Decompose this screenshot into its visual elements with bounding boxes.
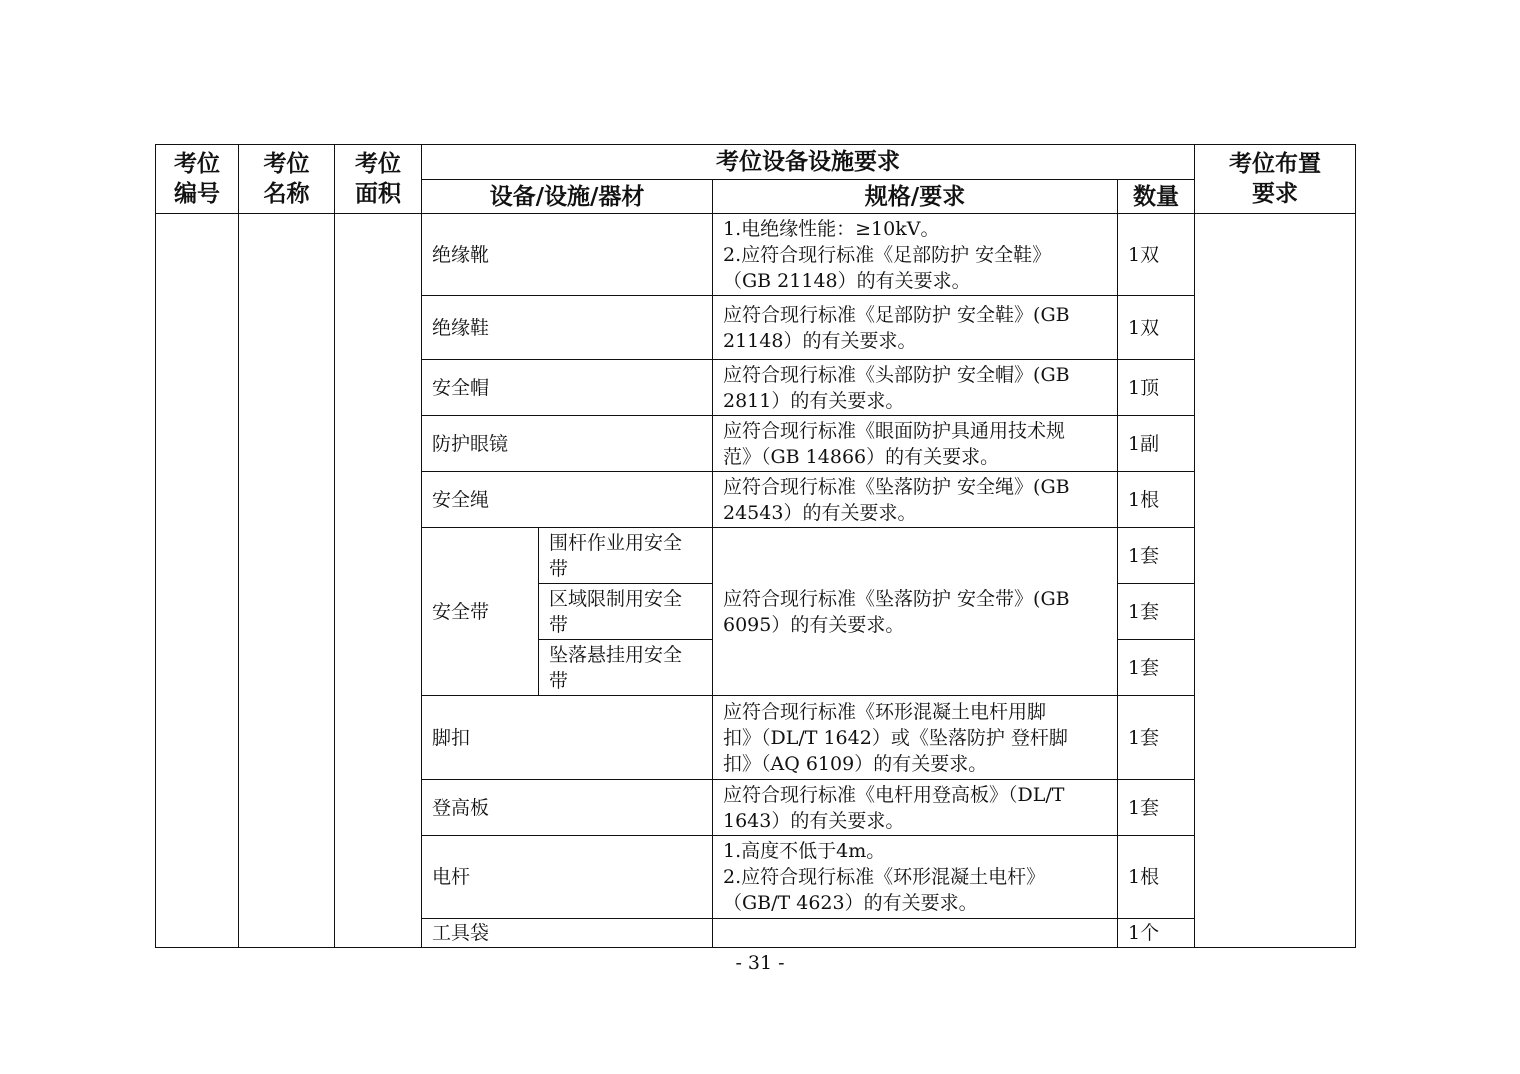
- text-line: 应符合现行标准《坠落防护 安全带》(GB: [723, 587, 1070, 610]
- text-line: 考位布置: [1229, 151, 1321, 177]
- header-position-name-text: [243, 149, 330, 209]
- item-spec: [713, 836, 1118, 919]
- item-name: 绝缘靴: [422, 214, 713, 296]
- text-line: （GB 21148）的有关要求。: [723, 269, 971, 292]
- text-line: 面积: [355, 181, 401, 207]
- sub-item-name: [539, 640, 713, 696]
- layout-requirements-cell: [1195, 214, 1356, 948]
- text-line: [723, 920, 1107, 946]
- text-line: 应符合现行标准《环形混凝土电杆用脚: [723, 700, 1047, 723]
- item-spec: [713, 214, 1118, 296]
- text-line: 区域限制用安全: [549, 587, 683, 610]
- text-line: 1.高度不低于4m。: [723, 840, 886, 862]
- text-line: 名称: [263, 181, 310, 207]
- header-position-name: [239, 145, 335, 214]
- sub-item-name: [539, 528, 713, 584]
- item-spec: [713, 696, 1118, 780]
- text-line: 扣》（AQ 6109）的有关要求。: [723, 752, 988, 775]
- text-line: 考位: [263, 151, 310, 177]
- item-name: 登高板: [422, 780, 713, 836]
- text-line: 扣》（DL/T 1642）或《坠落防护 登杆脚: [723, 726, 1068, 749]
- text-line: 应符合现行标准《眼面防护具通用技术规: [723, 419, 1066, 442]
- header-layout-requirements-text: [1199, 149, 1351, 209]
- item-quantity: 1根: [1118, 836, 1195, 919]
- header-quantity: 数量: [1118, 180, 1195, 214]
- text-line: 带: [549, 669, 569, 692]
- item-quantity: 1套: [1118, 640, 1195, 696]
- header-equipment: 设备/设施/器材: [422, 180, 713, 214]
- item-quantity: 1个: [1118, 919, 1195, 948]
- item-name: 安全绳: [422, 472, 713, 528]
- text-line: 2.应符合现行标准《环形混凝土电杆》: [723, 866, 1046, 888]
- text-line: 1.电绝缘性能：≥10kV。: [723, 217, 940, 240]
- header-position-area: [335, 145, 422, 214]
- item-quantity: 1双: [1118, 296, 1195, 360]
- text-line: 24543）的有关要求。: [723, 501, 917, 524]
- text-line: 考位: [174, 151, 220, 177]
- sub-item-name: [539, 584, 713, 640]
- item-name: 电杆: [422, 836, 713, 919]
- item-name: 安全带: [422, 528, 539, 696]
- item-spec: [713, 416, 1118, 472]
- text-line: 应符合现行标准《电杆用登高板》（DL/T: [723, 783, 1065, 806]
- text-line: 要求: [1252, 181, 1298, 207]
- item-name: 安全帽: [422, 360, 713, 416]
- item-name: 工具袋: [422, 919, 713, 948]
- item-quantity: 1根: [1118, 472, 1195, 528]
- text-line: 1643）的有关要求。: [723, 809, 905, 832]
- header-layout-requirements: [1195, 145, 1356, 214]
- item-spec: [713, 472, 1118, 528]
- header-equipment-requirements: 考位设备设施要求: [422, 145, 1195, 180]
- text-line: （GB/T 4623）的有关要求。: [723, 892, 978, 914]
- text-line: 2.应符合现行标准《足部防护 安全鞋》: [723, 243, 1052, 266]
- text-line: 带: [549, 613, 569, 636]
- item-spec: [713, 296, 1118, 360]
- item-name: 脚扣: [422, 696, 713, 780]
- text-line: 应符合现行标准《坠落防护 安全绳》(GB: [723, 475, 1070, 498]
- item-name: 防护眼镜: [422, 416, 713, 472]
- header-position-number: [156, 145, 239, 214]
- item-quantity: 1双: [1118, 214, 1195, 296]
- position-number-cell: [156, 214, 239, 948]
- text-line: 6095）的有关要求。: [723, 613, 905, 636]
- page-number: - 31 -: [735, 952, 785, 974]
- item-quantity: 1套: [1118, 528, 1195, 584]
- text-line: 应符合现行标准《足部防护 安全鞋》(GB: [723, 303, 1070, 326]
- text-line: 2811）的有关要求。: [723, 389, 905, 412]
- item-spec: [713, 919, 1118, 948]
- header-position-number-text: [160, 149, 234, 209]
- item-quantity: 1套: [1118, 696, 1195, 780]
- item-spec: [713, 780, 1118, 836]
- item-quantity: 1顶: [1118, 360, 1195, 416]
- position-area-cell: [335, 214, 422, 948]
- text-line: 范》（GB 14866）的有关要求。: [723, 445, 1000, 468]
- item-quantity: 1副: [1118, 416, 1195, 472]
- item-spec: [713, 360, 1118, 416]
- item-quantity: 1套: [1118, 584, 1195, 640]
- item-name: 绝缘鞋: [422, 296, 713, 360]
- item-quantity: 1套: [1118, 780, 1195, 836]
- header-spec: 规格/要求: [713, 180, 1118, 214]
- text-line: 21148）的有关要求。: [723, 329, 917, 352]
- text-line: 编号: [174, 181, 220, 207]
- position-name-cell: [239, 214, 335, 948]
- header-position-area-text: [339, 149, 417, 209]
- text-line: 考位: [355, 151, 401, 177]
- text-line: 坠落悬挂用安全: [549, 643, 683, 666]
- text-line: 应符合现行标准《头部防护 安全帽》(GB: [723, 363, 1070, 386]
- item-spec: [713, 528, 1118, 696]
- equipment-table: [155, 144, 1356, 948]
- text-line: 围杆作业用安全: [549, 531, 683, 554]
- text-line: 带: [549, 557, 569, 580]
